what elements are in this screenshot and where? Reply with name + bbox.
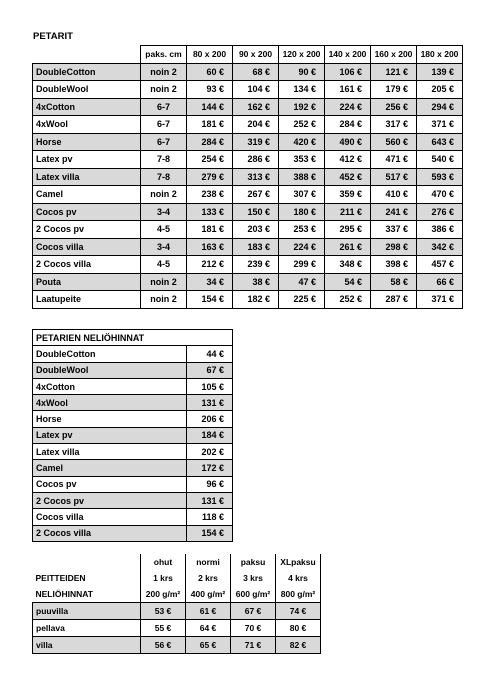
table-row (33, 133, 463, 151)
product-name: 4xCotton (33, 98, 141, 116)
price-cell: 388 € (279, 168, 325, 186)
price-cell: 540 € (417, 151, 463, 169)
product-name: Latex pv (33, 151, 141, 169)
product-name: Cocos villa (33, 509, 187, 525)
thickness-cell: noin 2 (141, 63, 187, 81)
price-cell: 241 € (371, 203, 417, 221)
table-row (33, 98, 463, 116)
product-name: 4xCotton (33, 378, 187, 394)
price-cell: 412 € (325, 151, 371, 169)
price-cell: 593 € (417, 168, 463, 186)
price-cell: 74 € (276, 603, 321, 620)
price-cell: 106 € (325, 63, 371, 81)
table-row (33, 151, 463, 169)
table-row (33, 427, 233, 443)
price-cell: 181 € (187, 116, 233, 134)
price-cell: 359 € (325, 186, 371, 204)
price-cell: 398 € (371, 256, 417, 274)
thickness-cell: 3-4 (141, 203, 187, 221)
table-row (33, 291, 463, 309)
price-cell: 457 € (417, 256, 463, 274)
table-row (33, 509, 233, 525)
table-row (33, 603, 321, 620)
price-cell: 133 € (187, 203, 233, 221)
price-cell: 203 € (233, 221, 279, 239)
price-cell: 204 € (233, 116, 279, 134)
product-name: 4xWool (33, 116, 141, 134)
table-row (33, 63, 463, 81)
thickness-cell: 7-8 (141, 168, 187, 186)
column-header: 180 x 200 (417, 46, 463, 64)
price-cell: 224 € (325, 98, 371, 116)
table-row (33, 362, 233, 378)
price-cell: 225 € (279, 291, 325, 309)
table-row (33, 476, 233, 492)
price-cell: 68 € (233, 63, 279, 81)
price-cell: 298 € (371, 238, 417, 256)
price-cell: 471 € (371, 151, 417, 169)
thickness-cell: 4-5 (141, 221, 187, 239)
price-cell: 105 € (187, 378, 233, 394)
peitteiden-neliohinnat-table (32, 554, 321, 654)
column-header-weight: 400 g/m² (186, 586, 231, 603)
price-cell: 224 € (279, 238, 325, 256)
product-name: DoubleCotton (33, 63, 141, 81)
price-cell: 254 € (187, 151, 233, 169)
price-cell: 371 € (417, 116, 463, 134)
price-cell: 284 € (187, 133, 233, 151)
price-cell: 58 € (371, 273, 417, 291)
petarit-title: PETARIT (33, 31, 73, 42)
price-cell: 342 € (417, 238, 463, 256)
price-cell: 118 € (187, 509, 233, 525)
column-header-weight: 200 g/m² (141, 586, 186, 603)
price-cell: 180 € (279, 203, 325, 221)
price-cell: 82 € (276, 637, 321, 654)
table-row (33, 238, 463, 256)
price-cell: 295 € (325, 221, 371, 239)
price-cell: 261 € (325, 238, 371, 256)
product-name: Latex villa (33, 444, 187, 460)
price-cell: 202 € (187, 444, 233, 460)
price-cell: 53 € (141, 603, 186, 620)
price-cell: 34 € (187, 273, 233, 291)
thickness-cell: noin 2 (141, 81, 187, 99)
price-cell: 452 € (325, 168, 371, 186)
product-name: DoubleWool (33, 81, 141, 99)
thickness-cell: 4-5 (141, 256, 187, 274)
table-row (33, 81, 463, 99)
table-row (33, 525, 233, 541)
neliohinnat-title: PETARIEN NELIÖHINNAT (33, 330, 233, 346)
product-name: Horse (33, 411, 187, 427)
material-name: puuvilla (33, 603, 141, 620)
product-name: 4xWool (33, 395, 187, 411)
price-cell: 239 € (233, 256, 279, 274)
price-cell: 150 € (233, 203, 279, 221)
thickness-cell: 6-7 (141, 98, 187, 116)
price-cell: 192 € (279, 98, 325, 116)
thickness-cell: 6-7 (141, 133, 187, 151)
price-cell: 348 € (325, 256, 371, 274)
price-cell: 56 € (141, 637, 186, 654)
price-cell: 490 € (325, 133, 371, 151)
price-cell: 313 € (233, 168, 279, 186)
product-name: Pouta (33, 273, 141, 291)
table-row (33, 411, 233, 427)
table-row (33, 395, 233, 411)
product-name: Horse (33, 133, 141, 151)
price-cell: 420 € (279, 133, 325, 151)
column-header: 140 x 200 (325, 46, 371, 64)
price-cell: 182 € (233, 291, 279, 309)
product-name: Cocos pv (33, 476, 187, 492)
table-row (33, 492, 233, 508)
material-name: pellava (33, 620, 141, 637)
price-cell: 54 € (325, 273, 371, 291)
table-row (33, 273, 463, 291)
table-row (33, 378, 233, 394)
price-cell: 93 € (187, 81, 233, 99)
table-row (33, 186, 463, 204)
product-name: DoubleWool (33, 362, 187, 378)
price-cell: 47 € (279, 273, 325, 291)
product-name: Latex pv (33, 427, 187, 443)
price-cell: 286 € (233, 151, 279, 169)
product-name: 2 Cocos pv (33, 221, 141, 239)
price-cell: 64 € (186, 620, 231, 637)
column-header-name: paksu (231, 554, 276, 570)
price-cell: 134 € (279, 81, 325, 99)
column-header-krs: 1 krs (141, 570, 186, 586)
product-name: Camel (33, 186, 141, 204)
price-cell: 60 € (187, 63, 233, 81)
material-name: villa (33, 637, 141, 654)
price-cell: 206 € (187, 411, 233, 427)
table-row (33, 256, 463, 274)
table-row (33, 221, 463, 239)
price-cell: 131 € (187, 395, 233, 411)
table-row (33, 346, 233, 362)
price-cell: 162 € (233, 98, 279, 116)
thickness-cell: 7-8 (141, 151, 187, 169)
column-header-krs: 2 krs (186, 570, 231, 586)
product-name: Latex villa (33, 168, 141, 186)
price-cell: 179 € (371, 81, 417, 99)
price-cell: 253 € (279, 221, 325, 239)
table-row (33, 116, 463, 134)
petarien-neliohinnat-table (32, 329, 233, 542)
price-cell: 96 € (187, 476, 233, 492)
price-cell: 144 € (187, 98, 233, 116)
table-row (33, 637, 321, 654)
product-name: Cocos pv (33, 203, 141, 221)
price-cell: 294 € (417, 98, 463, 116)
price-cell: 317 € (371, 116, 417, 134)
price-cell: 560 € (371, 133, 417, 151)
product-name: DoubleCotton (33, 346, 187, 362)
price-cell: 211 € (325, 203, 371, 221)
price-cell: 172 € (187, 460, 233, 476)
table-row (33, 203, 463, 221)
price-cell: 353 € (279, 151, 325, 169)
price-cell: 371 € (417, 291, 463, 309)
column-header: 120 x 200 (279, 46, 325, 64)
product-name: Camel (33, 460, 187, 476)
price-cell: 252 € (325, 291, 371, 309)
price-cell: 121 € (371, 63, 417, 81)
price-cell: 154 € (187, 291, 233, 309)
price-cell: 154 € (187, 525, 233, 541)
price-cell: 256 € (371, 98, 417, 116)
price-cell: 287 € (371, 291, 417, 309)
price-cell: 279 € (187, 168, 233, 186)
price-cell: 70 € (231, 620, 276, 637)
column-header: 80 x 200 (187, 46, 233, 64)
price-cell: 386 € (417, 221, 463, 239)
price-cell: 80 € (276, 620, 321, 637)
price-cell: 184 € (187, 427, 233, 443)
column-header-krs: 4 krs (276, 570, 321, 586)
product-name: 2 Cocos pv (33, 492, 187, 508)
table-row (33, 168, 463, 186)
thickness-cell: 6-7 (141, 116, 187, 134)
price-cell: 284 € (325, 116, 371, 134)
column-header: 90 x 200 (233, 46, 279, 64)
price-cell: 55 € (141, 620, 186, 637)
price-cell: 71 € (231, 637, 276, 654)
price-cell: 38 € (233, 273, 279, 291)
column-header-krs: 3 krs (231, 570, 276, 586)
thickness-cell: noin 2 (141, 186, 187, 204)
price-cell: 205 € (417, 81, 463, 99)
peitteet-title-line1: PEITTEIDEN (35, 573, 86, 583)
thickness-cell: noin 2 (141, 291, 187, 309)
price-cell: 163 € (187, 238, 233, 256)
column-header-name: ohut (141, 554, 186, 570)
column-header-name: XLpaksu (276, 554, 321, 570)
price-cell: 470 € (417, 186, 463, 204)
price-cell: 61 € (186, 603, 231, 620)
thickness-cell: noin 2 (141, 273, 187, 291)
thickness-cell: 3-4 (141, 238, 187, 256)
table-row (33, 444, 233, 460)
price-cell: 299 € (279, 256, 325, 274)
price-cell: 161 € (325, 81, 371, 99)
column-header-name: normi (186, 554, 231, 570)
price-cell: 66 € (417, 273, 463, 291)
price-cell: 319 € (233, 133, 279, 151)
price-cell: 104 € (233, 81, 279, 99)
peitteet-title-line2: NELIÖHINNAT (35, 589, 93, 599)
price-cell: 181 € (187, 221, 233, 239)
price-cell: 183 € (233, 238, 279, 256)
column-header-weight: 600 g/m² (231, 586, 276, 603)
price-cell: 267 € (233, 186, 279, 204)
table-row (33, 460, 233, 476)
petarit-price-table (32, 45, 463, 309)
price-cell: 337 € (371, 221, 417, 239)
price-cell: 139 € (417, 63, 463, 81)
column-header: 160 x 200 (371, 46, 417, 64)
table-row (33, 620, 321, 637)
price-cell: 65 € (186, 637, 231, 654)
price-cell: 44 € (187, 346, 233, 362)
column-header: paks. cm (141, 46, 187, 64)
product-name: Cocos villa (33, 238, 141, 256)
product-name: 2 Cocos villa (33, 525, 187, 541)
price-cell: 252 € (279, 116, 325, 134)
price-cell: 238 € (187, 186, 233, 204)
price-cell: 67 € (231, 603, 276, 620)
price-cell: 307 € (279, 186, 325, 204)
price-cell: 90 € (279, 63, 325, 81)
price-cell: 67 € (187, 362, 233, 378)
column-header-weight: 800 g/m² (276, 586, 321, 603)
price-cell: 212 € (187, 256, 233, 274)
price-cell: 410 € (371, 186, 417, 204)
price-cell: 643 € (417, 133, 463, 151)
price-cell: 276 € (417, 203, 463, 221)
header-blank (33, 46, 141, 64)
product-name: 2 Cocos villa (33, 256, 141, 274)
price-cell: 131 € (187, 492, 233, 508)
price-cell: 517 € (371, 168, 417, 186)
product-name: Laatupeite (33, 291, 141, 309)
